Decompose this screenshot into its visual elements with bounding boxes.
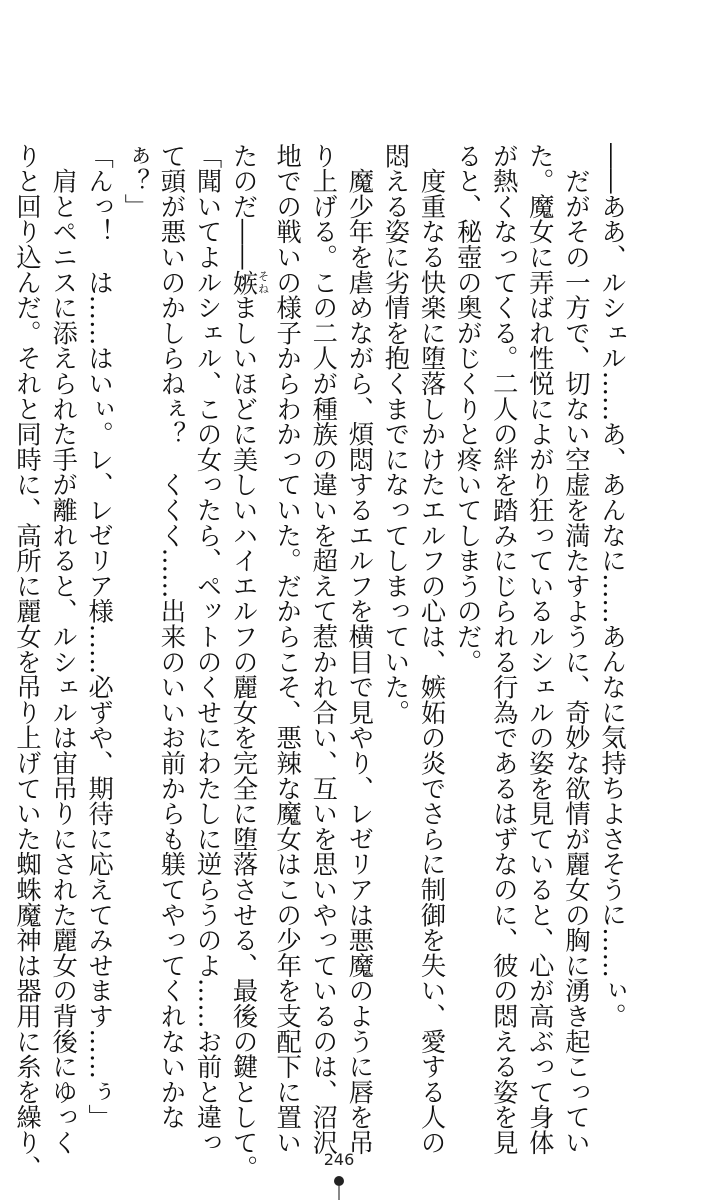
text-line-with-ruby xyxy=(225,143,270,1181)
text-line: ――ああ、ルシェル……あ、あんなに……あんなに気持ちよさそうに……ぃ。 xyxy=(598,143,627,1029)
text-line: 魔少年を虐めながら、煩悶するエルフを横目で見やり、レゼリアは悪魔のように唇を吊 xyxy=(345,143,375,1155)
text-line: 悶える姿に劣情を抱くまでになってしまっていた。 xyxy=(381,143,411,725)
text-line: だがその一方で、切ない空虚を満たすように、奇妙な欲情が麗女の胸に湧き起こってい xyxy=(561,143,591,1155)
text-segment: たのだ―― xyxy=(229,143,259,270)
ruby-base: 嫉 xyxy=(229,269,259,295)
text-line: 度重なる快楽に堕落しかけたエルフの心は、嫉妬の炎でさらに制御を失い、愛する人の xyxy=(417,143,447,1155)
ruby-annotation xyxy=(229,269,270,295)
text-line: 地での戦いの様子からわかっていた。だからこそ、悪辣な魔女はこの少年を支配下に置い xyxy=(273,143,303,1155)
text-segment: ましいほどに美しいハイエルフの麗女を完全に堕落させる、最後の鍵として。 xyxy=(229,294,259,1181)
text-line: 「聞いてよルシェル、この女ったら、ペットのくせにわたしに逆らうのよ……お前と違っ xyxy=(193,143,223,1155)
text-line: りと回り込んだ。それと同時に、高所に麗女を吊り上げていた蜘蛛魔神は器用に糸を繰り、 xyxy=(13,143,42,1181)
text-line: 肩とペニスに添えられた手が離れると、ルシェルは宙吊りにされた麗女の背後にゆっく xyxy=(49,143,79,1155)
page-number: 246 xyxy=(323,1150,355,1169)
page-marker-dot-icon xyxy=(334,1176,344,1186)
text-line: 「んっ！ は……はいぃ。レ、レゼリア様……必ずや、期待に応えてみせます……ぅ」 xyxy=(85,143,115,1130)
text-line: て頭が悪いのかしらねぇ？ くくく……出来のいいお前からも躾てやってくれないかな xyxy=(157,143,187,1130)
page-marker-line xyxy=(338,1186,340,1200)
text-line: り上げる。この二人が種族の違いを超えて惹かれ合い、互いを思いやっているのは、沼沢 xyxy=(309,143,339,1155)
text-line: ると、秘壺の奥がじくりと疼いてしまうのだ。 xyxy=(453,143,483,675)
text-line: ぁ？」 xyxy=(121,143,151,219)
text-line: が熱くなってくる。二人の絆を踏みにじられる行為であるはずなのに、彼の悶える姿を見 xyxy=(489,143,519,1155)
text-line: た。魔女に弄ばれ性悦によがり狂っているルシェルの姿を見ていると、心が高ぶって身体 xyxy=(525,143,555,1155)
ruby-text: そね xyxy=(256,269,270,295)
